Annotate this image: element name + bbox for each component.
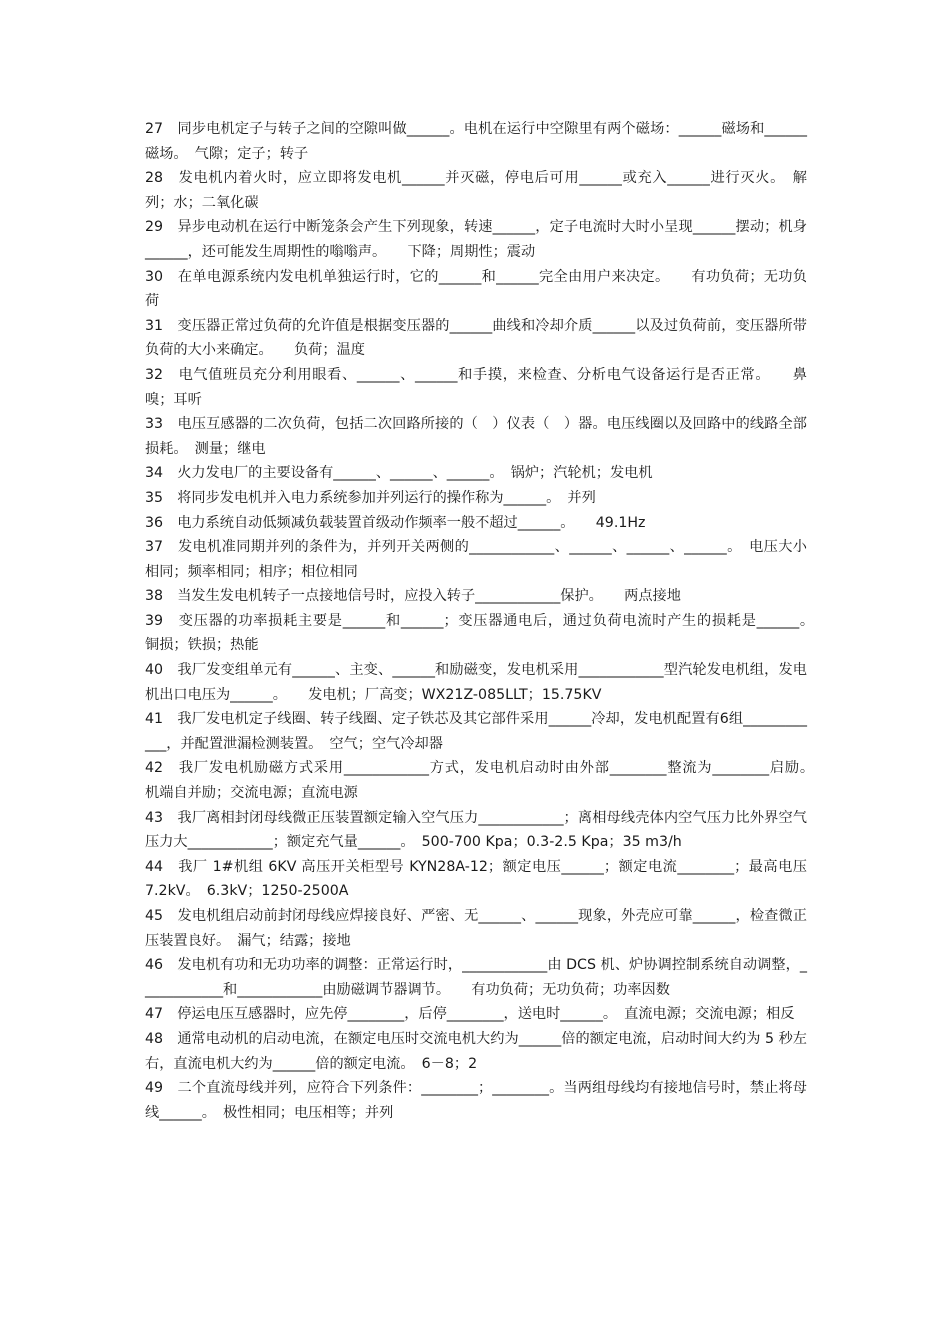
question-44: 44 我厂 1#机组 6KV 高压开关柜型号 KYN28A-12；额定电压______；额定电流________；最高电压 7.2kV。 6.3kV；1250-2500A	[145, 858, 807, 900]
question-35: 35 将同步发电机并入电力系统参加并列运行的操作称为______。 并列	[145, 489, 596, 506]
question-27: 27 同步电机定子与转子之间的空隙叫做______。电机在运行中空隙里有两个磁场：______磁场和______磁场。 气隙；定子；转子	[145, 121, 807, 162]
question-30: 30 在单电源系统内发电机单独运行时，它的______和______完全由用户来决定。 有功负荷；无功负荷	[145, 268, 807, 310]
question-49: 49 二个直流母线并列，应符合下列条件：________；________。当两组母线均有接地信号时，禁止将母线______。 极性相同；电压相等；并列	[145, 1080, 807, 1121]
question-48: 48 通常电动机的启动电流，在额定电压时交流电机大约为______倍的额定电流，启动时间大约为 5 秒左右，直流电机大约为______倍的额定电流。 6－8；2	[145, 1030, 807, 1072]
question-45: 45 发电机组启动前封闭母线应焊接良好、严密、无______、______现象，外壳应可靠______，检查微正压装置良好。 漏气；结露；接地	[145, 908, 807, 949]
question-36: 36 电力系统自动低频减负载装置首级动作频率一般不超过______。 49.1Hz	[145, 514, 646, 531]
question-29: 29 异步电动机在运行中断笼条会产生下列现象，转速______，定子电流时大时小呈现______摆动；机身______，还可能发生周期性的嗡嗡声。 下降；周期性；震动	[145, 219, 807, 260]
question-47: 47 停运电压互感器时，应先停________，后停________，送电时______。 直流电源；交流电源；相反	[145, 1006, 795, 1023]
question-33: 33 电压互感器的二次负荷，包括二次回路所接的（ ）仪表（ ）器。电压线圈以及回路中的线路全部损耗。 测量；继电	[145, 416, 807, 457]
question-28: 28 发电机内着火时，应立即将发电机______并灭磁，停电后可用______或充入______进行灭火。 解列；水；二氧化碳	[145, 170, 807, 211]
question-38: 38 当发生发电机转子一点接地信号时，应投入转子____________保护。 两点接地	[145, 588, 681, 605]
question-40: 40 我厂发变组单元有______、主变、______和励磁变，发电机采用____________型汽轮发电机组，发电机出口电压为______。 发电机；厂高变；WX21Z-085LLT；15.75KV	[145, 662, 807, 703]
question-32: 32 电气值班员充分利用眼看、______、______和手摸，来检查、分析电气设备运行是否正常。 鼻嗅；耳听	[145, 366, 807, 408]
question-34: 34 火力发电厂的主要设备有______、______、______。 锅炉；汽轮机；发电机	[145, 465, 653, 482]
question-42: 42 我厂发电机励磁方式采用____________方式，发电机启动时由外部________整流为________启励。 机端自并励；交流电源；直流电源	[145, 760, 822, 802]
question-46: 46 发电机有功和无功功率的调整：正常运行时，____________由 DCS 机、炉协调控制系统自动调整，____________和____________由励磁调节器调节。 有功负荷；无功负荷；功率因数	[145, 957, 807, 998]
question-37: 37 发电机准同期并列的条件为，并列开关两侧的____________、______、______、______。 电压大小相同；频率相同；相序；相位相同	[145, 539, 807, 580]
question-43: 43 我厂离相封闭母线微正压装置额定输入空气压力____________；离相母线壳体内空气压力比外界空气压力大____________；额定充气量______。 500-700 Kpa；0.3-2.5 Kpa；35 m3/h	[145, 809, 807, 851]
question-31: 31 变压器正常过负荷的允许值是根据变压器的______曲线和冷却介质______以及过负荷前，变压器所带负荷的大小来确定。 负荷；温度	[145, 317, 807, 359]
question-39: 39 变压器的功率损耗主要是______和______；变压器通电后，通过负荷电流时产生的损耗是______。 铜损；铁损；热能	[145, 612, 822, 654]
question-41: 41 我厂发电机定子线圈、转子线圈、定子铁芯及其它部件采用______冷却，发电机配置有6组____________，并配置泄漏检测装置。 空气；空气冷却器	[145, 711, 807, 752]
question-list	[145, 117, 822, 1125]
